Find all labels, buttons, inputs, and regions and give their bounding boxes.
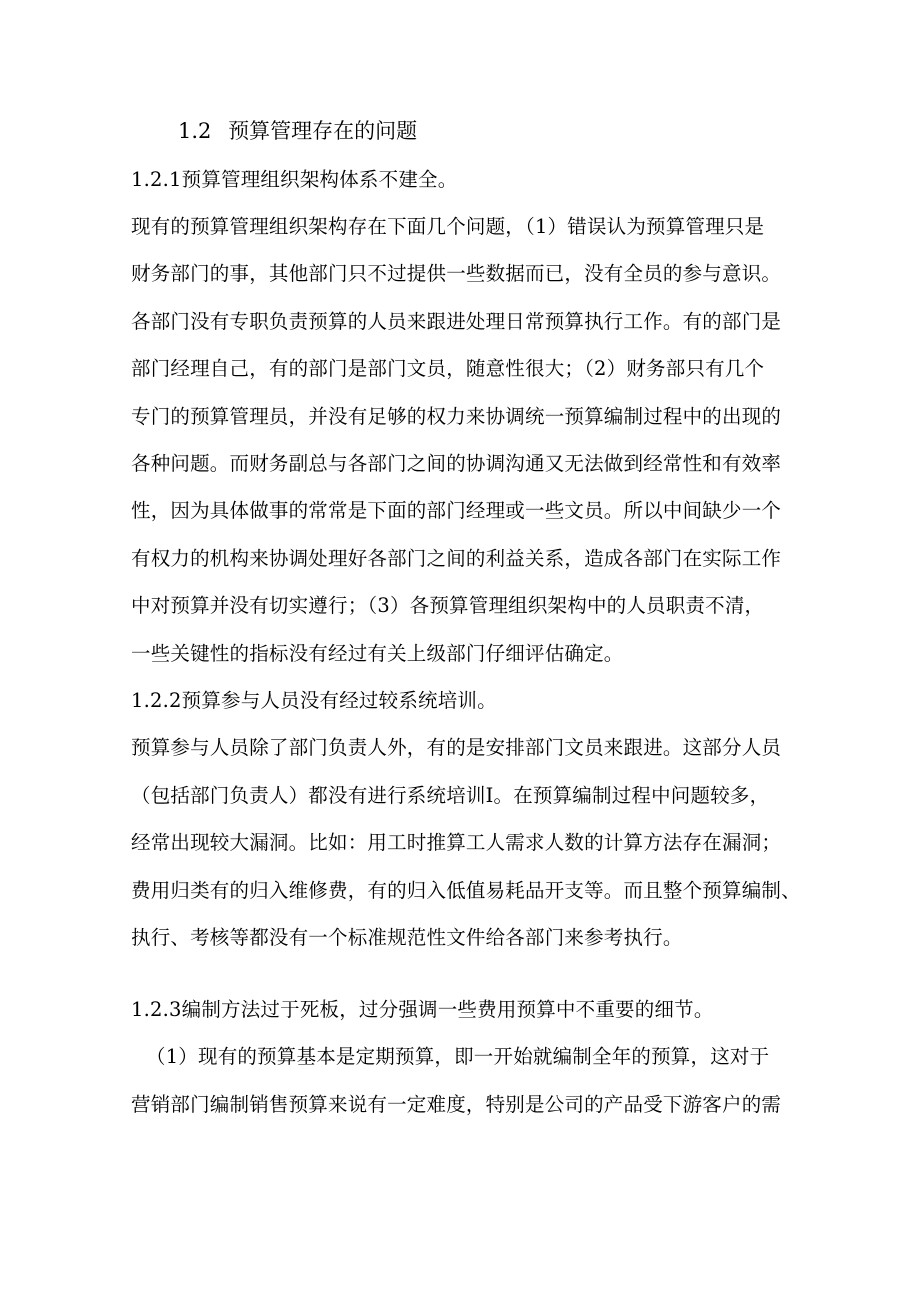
section-title: 预算管理存在的问题 bbox=[228, 119, 418, 143]
paragraph-line: 各种问题。而财务副总与各部门之间的协调沟通又无法做到经常性和有效率 bbox=[131, 452, 782, 475]
subheading-1-2-1: 1.2.1预算管理组织架构体系不建全。 bbox=[131, 168, 458, 191]
paragraph-line: 专门的预算管理员，并没有足够的权力来协调统一预算编制过程中的出现的 bbox=[131, 405, 782, 428]
paragraph-line: 部门经理自己，有的部门是部门文员，随意性很大；（2）财务部只有几个 bbox=[131, 357, 765, 380]
section-number: 1.2 bbox=[178, 119, 212, 143]
paragraph-line: 营销部门编制销售预算来说有一定难度，特别是公司的产品受下游客户的需 bbox=[131, 1093, 782, 1116]
paragraph-line: 经常出现较大漏洞。比如：用工时推算工人需求人数的计算方法存在漏洞； bbox=[131, 831, 782, 854]
paragraph-line: 性，因为具体做事的常常是下面的部门经理或一些文员。所以中间缺少一个 bbox=[131, 499, 782, 522]
subheading-1-2-2: 1.2.2预算参与人员没有经过较系统培训。 bbox=[131, 689, 497, 712]
paragraph-line: 预算参与人员除了部门负责人外，有的是安排部门文员来跟进。这部分人员 bbox=[131, 736, 782, 759]
paragraph-line: 各部门没有专职负责预算的人员来跟进处理日常预算执行工作。有的部门是 bbox=[131, 310, 782, 333]
paragraph-line: 一些关键性的指标没有经过有关上级部门仔细评估确定。 bbox=[131, 642, 624, 665]
paragraph-line: （包括部门负责人）都没有进行系统培训I。在预算编制过程中问题较多， bbox=[131, 784, 770, 807]
paragraph-line: 执行、考核等都没有一个标准规范性文件给各部门来参考执行。 bbox=[131, 926, 683, 949]
section-heading bbox=[178, 116, 417, 146]
paragraph-line: 费用归类有的归入维修费，有的归入低值易耗品开支等。而且整个预算编制、 bbox=[131, 879, 801, 902]
paragraph-line: （1）现有的预算基本是定期预算，即一开始就编制全年的预算，这对于 bbox=[146, 1045, 770, 1068]
subheading-1-2-3: 1.2.3编制方法过于死板，过分强调一些费用预算中不重要的细节。 bbox=[131, 998, 714, 1021]
paragraph-line: 现有的预算管理组织架构存在下面几个问题，（1）错误认为预算管理只是 bbox=[131, 215, 765, 238]
paragraph-line: 中对预算并没有切实遵行；（3）各预算管理组织架构中的人员职责不清， bbox=[131, 594, 765, 617]
paragraph-line: 财务部门的事，其他部门只不过提供一些数据而已，没有全员的参与意识。 bbox=[131, 262, 782, 285]
paragraph-line: 有权力的机构来协调处理好各部门之间的利益关系，造成各部门在实际工作 bbox=[131, 547, 782, 570]
